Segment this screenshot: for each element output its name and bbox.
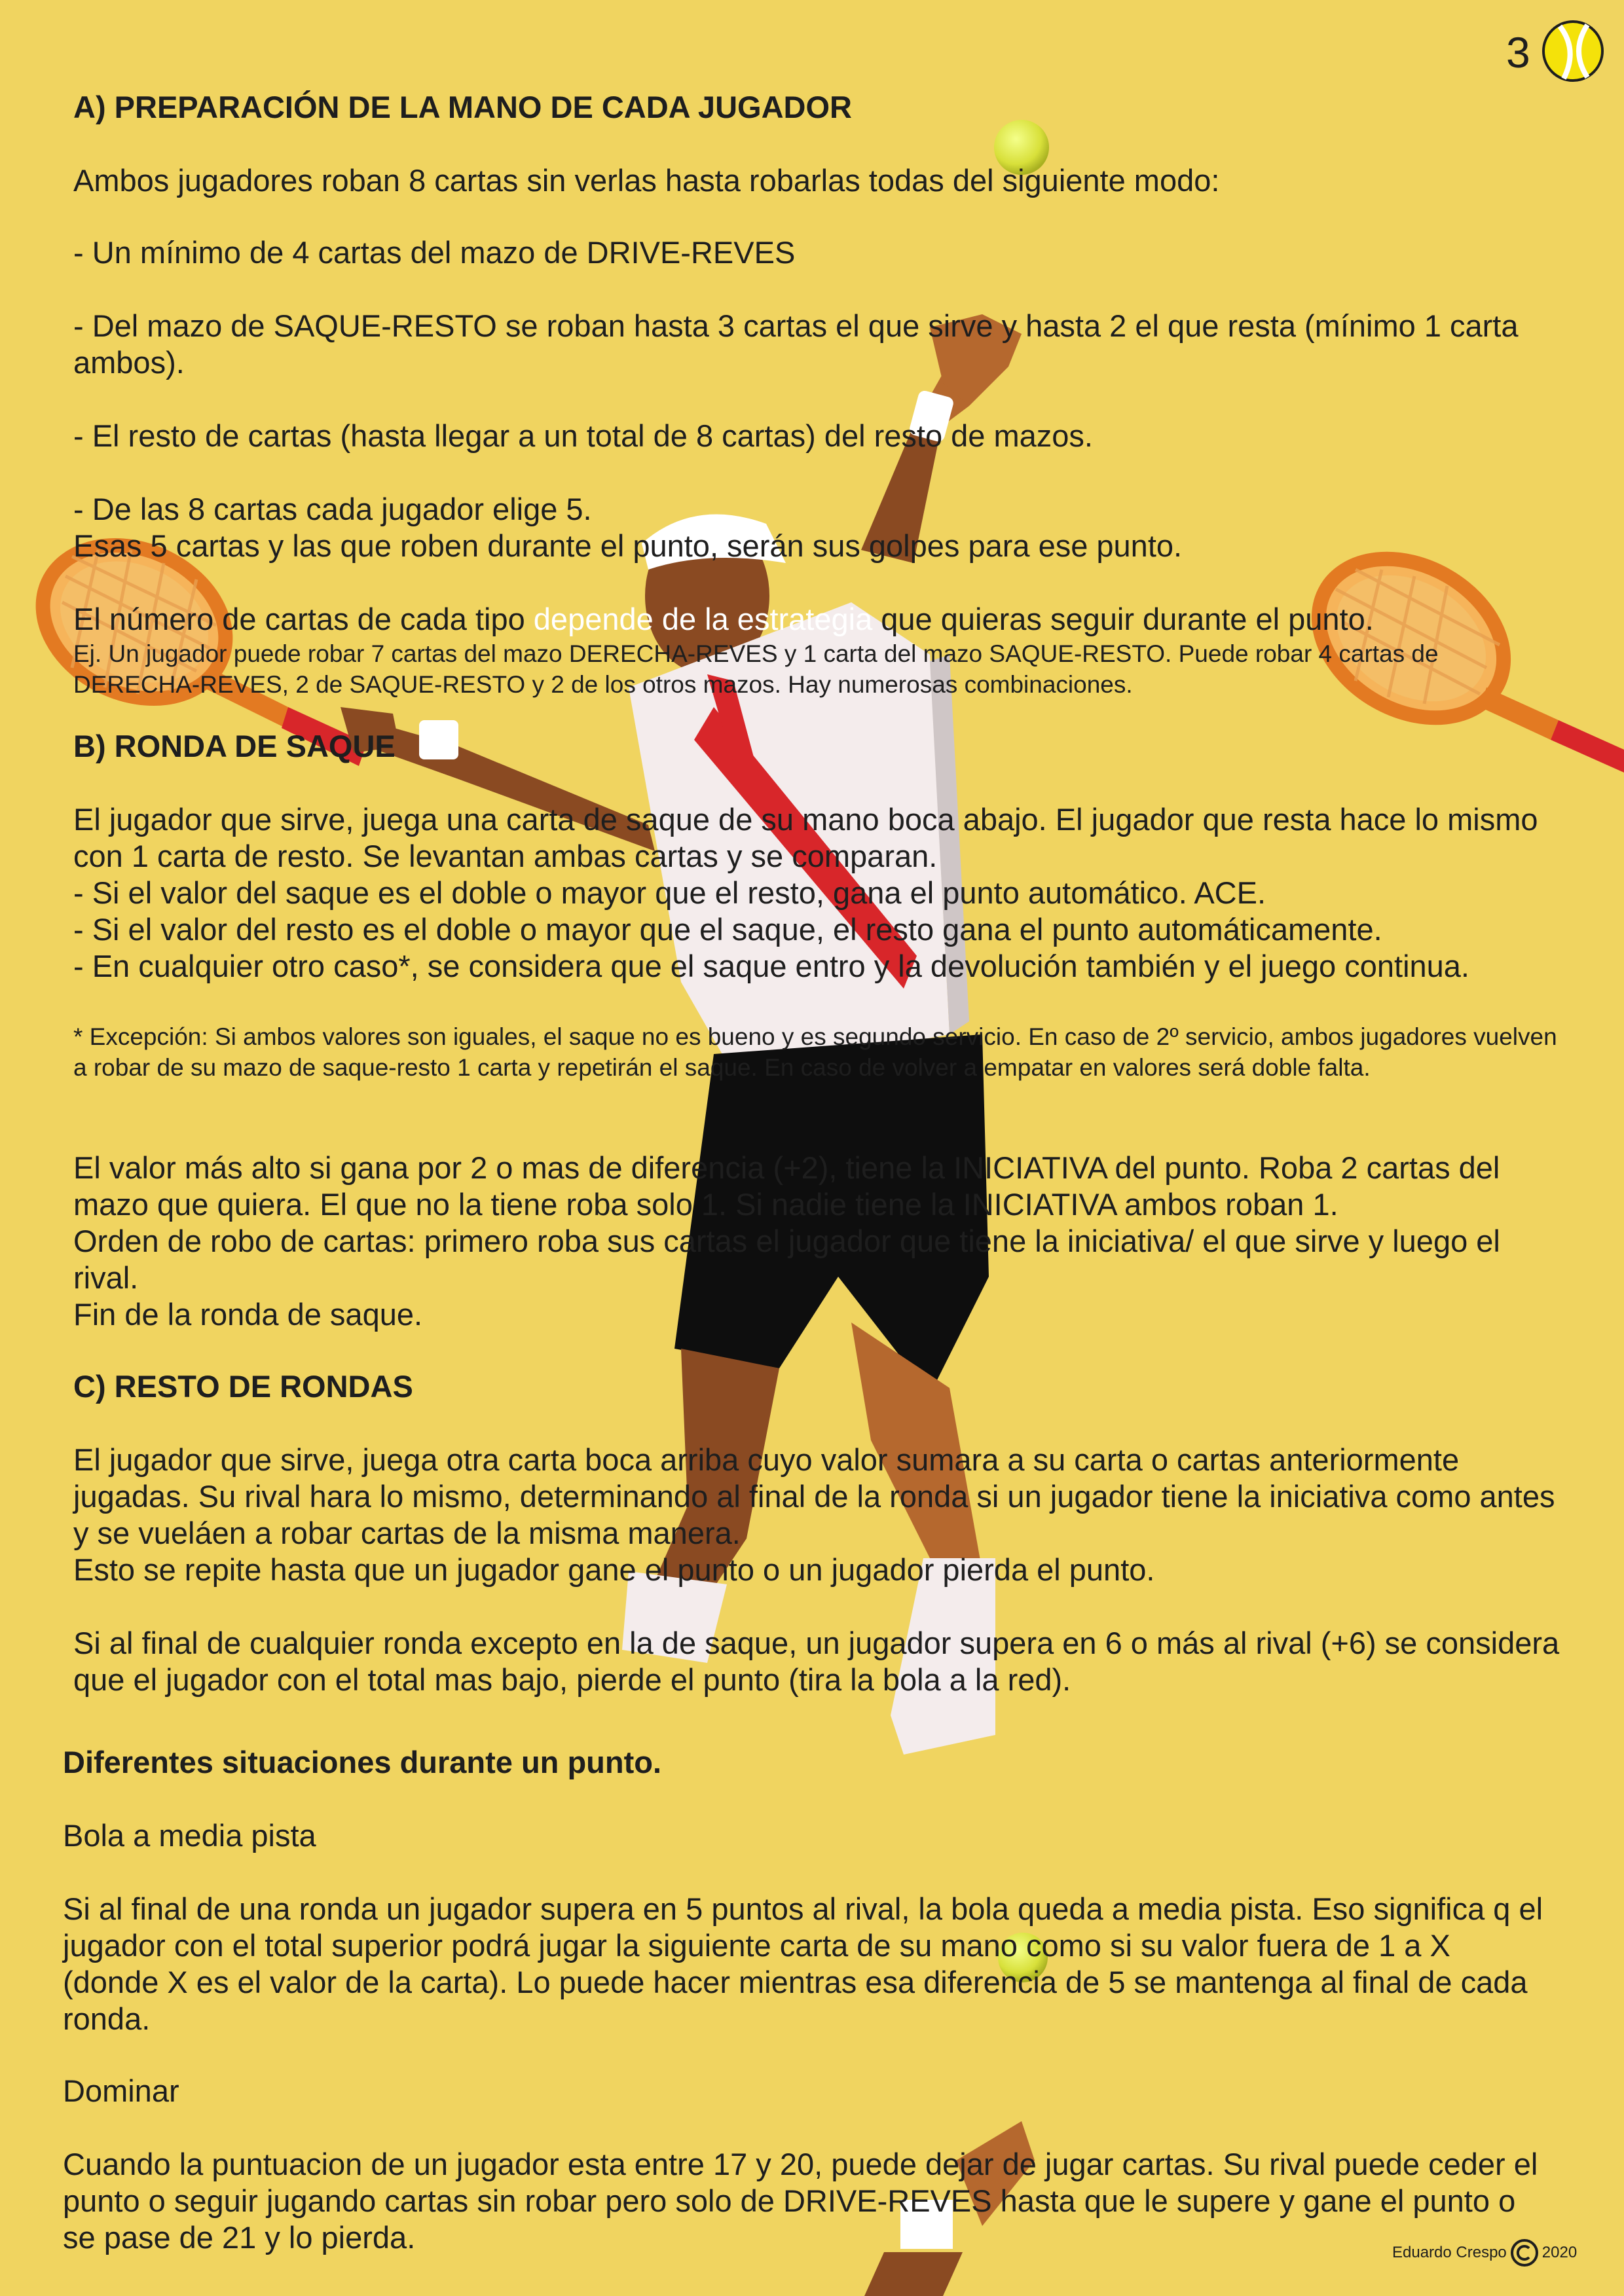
section-c-paragraph-1: El jugador que sirve, juega otra carta boca arriba cuyo valor sumara a su carta o cartas anteriormente jugadas. Su rival hara lo mismo, determinando al final de la ronda si un jugador tiene la iniciativa como antes y se vueláen a robar cartas de la misma manera. <box>73 1442 1555 1550</box>
section-a-heading: A) PREPARACIÓN DE LA MANO DE CADA JUGADOR <box>73 90 852 124</box>
situations-paragraph-1: Si al final de una ronda un jugador supera en 5 puntos al rival, la bola queda a media pista. Eso significa q el jugador con el total superior podrá jugar la siguiente carta de su mano como si su valor fuera de 1 a X (donde X es el valor de la carta). Lo puede hacer mientras esa diferencia de 5 se mantenga al final de cada ronda. <box>63 1891 1543 2036</box>
section-c-paragraph-3: Si al final de cualquier ronda excepto en la de saque, un jugador supera en 6 o más al rival (+6) se considera que el jugador con el total mas bajo, pierde el punto (tira la bola a la red). <box>73 1626 1560 1697</box>
section-a-rule-2: - Del mazo de SAQUE-RESTO se roban hasta 3 cartas el que sirve y hasta 2 el que resta (mínimo 1 carta ambos). <box>73 308 1519 380</box>
section-a-intro: Ambos jugadores roban 8 cartas sin verlas hasta robarlas todas del siguiente modo: <box>73 163 1220 198</box>
section-a-rule-1: - Un mínimo de 4 cartas del mazo de DRIVE-REVES <box>73 235 796 270</box>
footer-author: Eduardo Crespo <box>1392 2244 1507 2261</box>
section-c-paragraph-2: Esto se repite hasta que un jugador gane el punto o un jugador pierda el punto. <box>73 1552 1155 1587</box>
copyright-icon <box>1509 2238 1540 2268</box>
strategy-text-start: El número de cartas de cada tipo <box>73 602 534 636</box>
page-number: 3 <box>1506 28 1530 77</box>
section-b-paragraph-3: - Si el valor del resto es el doble o mayor que el saque, el resto gana el punto automáticamente. <box>73 912 1382 947</box>
strategy-text-end: que quieras seguir durante el punto. <box>872 602 1374 636</box>
situations-subheading-2: Dominar <box>63 2073 179 2108</box>
section-b-note: * Excepción: Si ambos valores son iguales, el saque no es bueno y es segundo servicio. En caso de 2º servicio, ambos jugadores vuelven a robar de su mazo de saque-resto 1 carta y repetirán el saque. En caso de volver a empatar en valores será doble falta. <box>73 1023 1557 1081</box>
section-b-paragraph-2: - Si el valor del saque es el doble o mayor que el resto, gana el punto automático. ACE. <box>73 875 1266 910</box>
section-b-paragraph-7: Fin de la ronda de saque. <box>73 1297 423 1332</box>
footer-year: 2020 <box>1541 2244 1578 2261</box>
footer <box>1392 2238 1577 2268</box>
section-b-paragraph-4: - En cualquier otro caso*, se considera que el saque entro y la devolución también y el juego continua. <box>73 949 1469 983</box>
section-a-rule-3: - El resto de cartas (hasta llegar a un total de 8 cartas) del resto de mazos. <box>73 418 1093 453</box>
section-a-rule-4b: Esas 5 cartas y las que roben durante el punto, serán sus golpes para ese punto. <box>73 528 1183 563</box>
section-a-example: Ej. Un jugador puede robar 7 cartas del mazo DERECHA-REVES y 1 carta del mazo SAQUE-RESTO. Puede robar 4 cartas de DERECHA-REVES, 2 de SAQUE-RESTO y 2 de los otros mazos. Hay numerosas combinaciones. <box>73 640 1439 698</box>
section-b-paragraph-5: El valor más alto si gana por 2 o mas de diferencia (+2), tiene la INICIATIVA del punto. Roba 2 cartas del mazo que quiera. El que no la tiene roba solo 1. Si nadie tiene la INICIATIVA ambos roban 1. <box>73 1150 1500 1222</box>
section-b-heading: B) RONDA DE SAQUE <box>73 729 396 763</box>
strategy-highlight: depende de la estrategia <box>533 602 873 636</box>
situations-paragraph-2: Cuando la puntuacion de un jugador esta entre 17 y 20, puede dejar de jugar cartas. Su rival puede ceder el punto o seguir jugando cartas sin robar pero solo de DRIVE-REVES hasta que le supere y gane el punto o se pase de 21 y lo pierda. <box>63 2147 1538 2255</box>
situations-heading: Diferentes situaciones durante un punto. <box>63 1745 661 1779</box>
tennis-ball-logo-icon <box>1540 18 1606 84</box>
situations-subheading-1: Bola a media pista <box>63 1818 316 1853</box>
section-b-paragraph-6: Orden de robo de cartas: primero roba sus cartas el jugador que tiene la iniciativa/ el que sirve y luego el rival. <box>73 1224 1500 1295</box>
section-a-rule-4: - De las 8 cartas cada jugador elige 5. <box>73 492 592 526</box>
section-c-heading: C) RESTO DE RONDAS <box>73 1369 413 1404</box>
section-a-strategy <box>73 601 1560 638</box>
section-b-paragraph-1: El jugador que sirve, juega una carta de saque de su mano boca abajo. El jugador que resta hace lo mismo con 1 carta de resto. Se levantan ambas cartas y se comparan. <box>73 802 1538 873</box>
